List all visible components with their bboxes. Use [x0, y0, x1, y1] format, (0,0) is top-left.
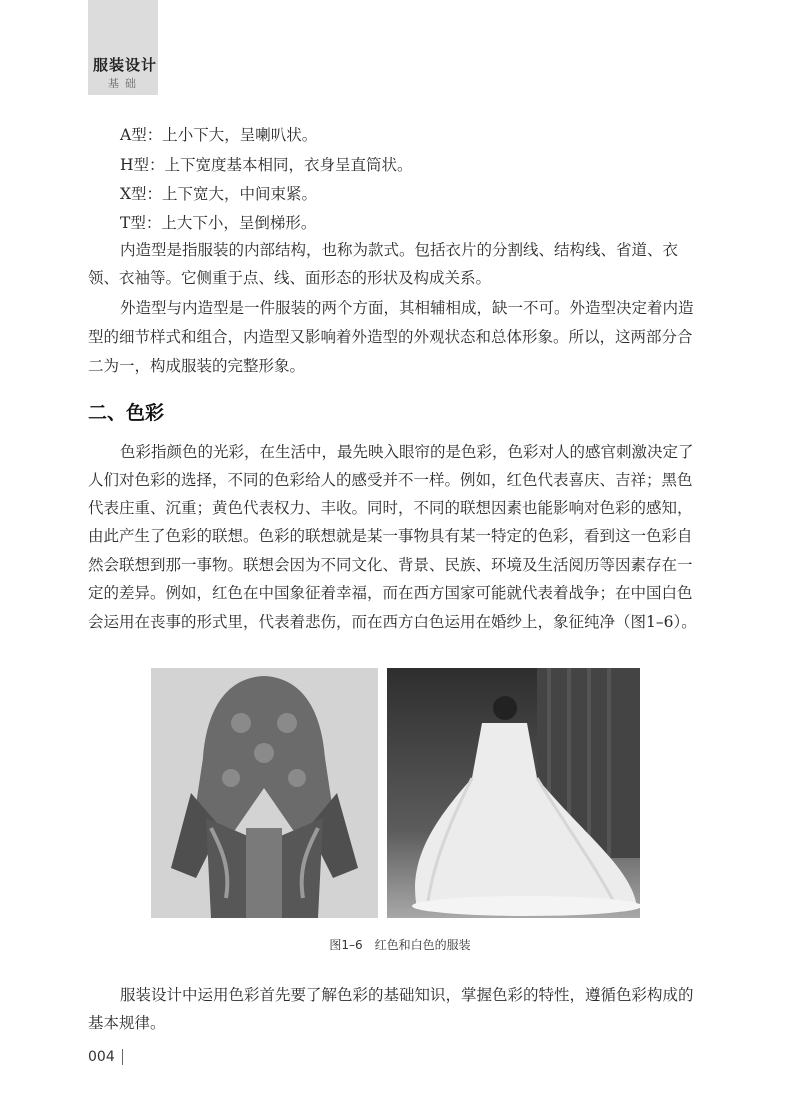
photo-red-garment: [151, 668, 378, 918]
paragraph-line: 会运用在丧事的形式里，代表着悲伤，而在西方白色运用在婚纱上，象征纯净（图1–6）。: [88, 613, 697, 631]
paragraph-line: 代表庄重、沉重；黄色代表权力、丰收。同时，不同的联想因素也能影响对色彩的感知，: [88, 499, 693, 517]
paragraph-line: 由此产生了色彩的联想。色彩的联想就是某一事物具有某一特定的色彩，看到这一色彩自: [88, 527, 693, 545]
paragraph-line: 二为一，构成服装的完整形象。: [88, 357, 306, 375]
shape-h-line: H型：上下宽度基本相同，衣身呈直筒状。: [120, 156, 413, 174]
paragraph-line: 内造型是指服装的内部结构，也称为款式。包括衣片的分割线、结构线、省道、衣: [120, 241, 679, 259]
shape-t-line: T型：上大下小，呈倒梯形。: [120, 214, 317, 232]
photo-white-wedding-dress: [387, 668, 640, 918]
book-subtitle: 基础: [108, 77, 142, 90]
figure-caption: 图1–6 红色和白色的服装: [329, 938, 471, 952]
paragraph-line: 外造型与内造型是一件服装的两个方面，其相辅相成，缺一不可。外造型决定着内造: [120, 299, 694, 317]
shape-a-line: A型：上小下大，呈喇叭状。: [120, 126, 318, 144]
paragraph-line: 然会联想到那一事物。联想会因为不同文化、背景、民族、环境及生活阅历等因素存在一: [88, 556, 693, 574]
book-title: 服装设计: [93, 56, 158, 74]
shape-x-line: X型：上下宽大，中间束紧。: [120, 185, 318, 203]
paragraph-line: 服装设计中运用色彩首先要了解色彩的基础知识，掌握色彩的特性，遵循色彩构成的: [120, 986, 694, 1004]
section-heading: 二、色彩: [88, 402, 165, 424]
paragraph-line: 定的差异。例如，红色在中国象征着幸福，而在西方国家可能就代表着战争；在中国白色: [88, 584, 693, 602]
paragraph-line: 色彩指颜色的光彩，在生活中，最先映入眼帘的是色彩，色彩对人的感官刺激决定了: [120, 443, 694, 461]
page-number-divider: [122, 1049, 123, 1065]
paragraph-line: 人们对色彩的选择，不同的色彩给人的感受并不一样。例如，红色代表喜庆、吉祥；黑色: [88, 471, 693, 489]
page-number: 004: [88, 1049, 115, 1065]
paragraph-line: 领、衣袖等。它侧重于点、线、面形态的形状及构成关系。: [88, 269, 492, 287]
paragraph-line: 型的细节样式和组合，内造型又影响着外造型的外观状态和总体形象。所以，这两部分合: [88, 328, 693, 346]
paragraph-line: 基本规律。: [88, 1014, 166, 1032]
